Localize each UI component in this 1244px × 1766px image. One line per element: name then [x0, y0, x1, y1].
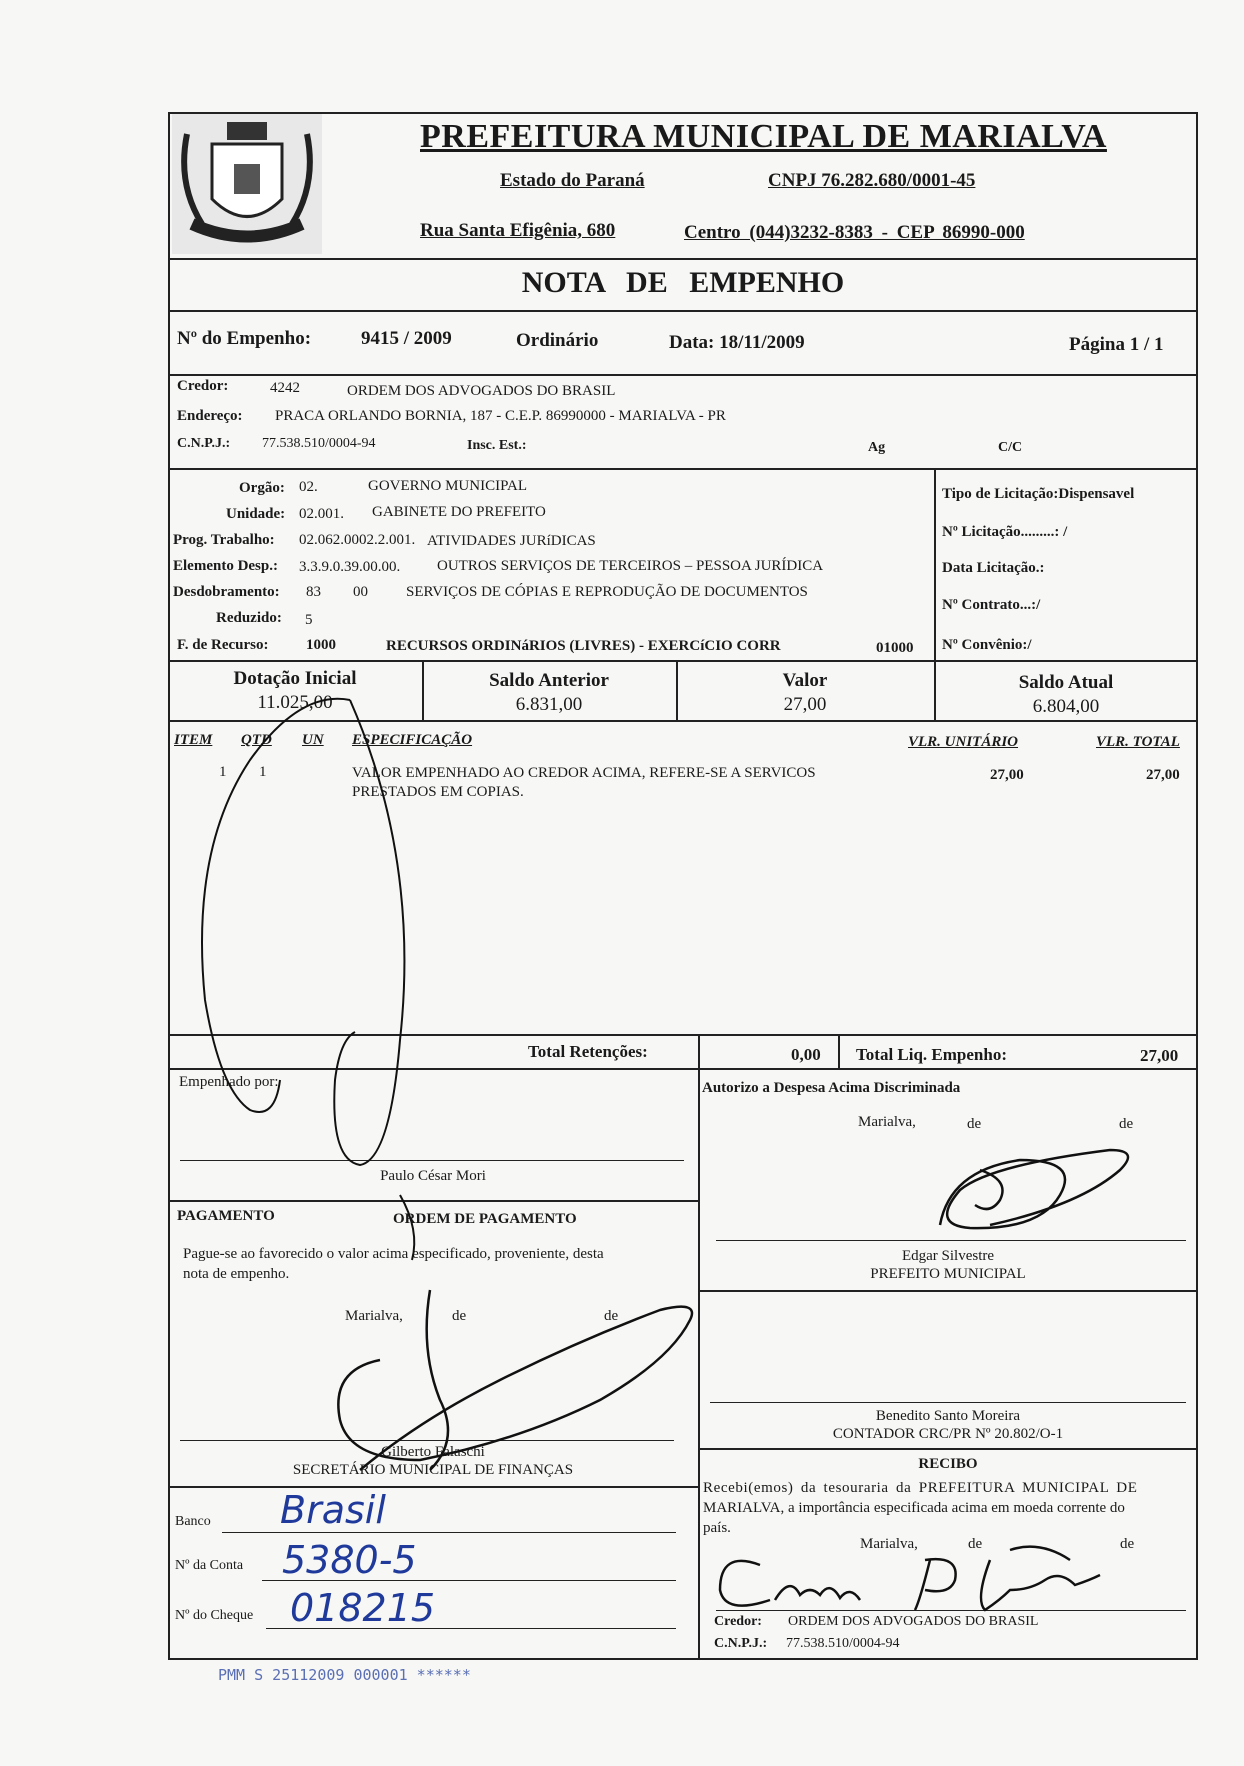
pagamento-title: ORDEM DE PAGAMENTO — [393, 1211, 577, 1227]
recibo-text-line2: MARIALVA, a importância especificada acima em moeda corrente do — [703, 1500, 1125, 1516]
recibo-cnpj: 77.538.510/0004-94 — [786, 1636, 900, 1651]
col-qtd: QTD — [241, 732, 272, 748]
dotacao-label: Dotação Inicial — [233, 668, 357, 689]
divider — [168, 310, 1198, 312]
insc-est-label: Insc. Est.: — [467, 438, 527, 453]
credor-code: 4242 — [270, 380, 300, 396]
divider — [168, 1068, 1198, 1070]
pagamento-place: Marialva, — [345, 1308, 403, 1324]
desdobramento-code: 83 — [306, 584, 321, 600]
cheque-value: 018215 — [290, 1586, 436, 1630]
pagamento-text-line2: nota de empenho. — [183, 1266, 290, 1282]
empenho-label: Nº do Empenho: — [177, 328, 312, 349]
reduzido-label: Reduzido: — [216, 610, 282, 626]
autorizo-de2: de — [1119, 1116, 1134, 1132]
processing-stamp: PMM S 25112009 000001 ****** — [218, 1666, 471, 1684]
pagamento-text-line1: Pague-se ao favorecido o valor acima especificado, proveniente, desta — [183, 1246, 604, 1262]
licitacao-tipo: Tipo de Licitação:Dispensavel — [942, 486, 1135, 502]
ag-label: Ag — [868, 440, 886, 455]
recurso-code2: 01000 — [876, 640, 914, 656]
elemento-name: OUTROS SERVIÇOS DE TERCEIROS – PESSOA JURÍDICA — [437, 558, 824, 574]
recibo-credor-name: ORDEM DOS ADVOGADOS DO BRASIL — [788, 1614, 1039, 1629]
signature-line — [716, 1610, 1186, 1611]
empenhado-label: Empenhado por: — [179, 1074, 279, 1090]
pagamento-label: PAGAMENTO — [177, 1208, 275, 1224]
credor-name: ORDEM DOS ADVOGADOS DO BRASIL — [347, 383, 616, 399]
elemento-code: 3.3.9.0.39.00.00. — [299, 559, 401, 575]
banco-line — [222, 1532, 676, 1533]
recurso-name: RECURSOS ORDINáRIOS (LIVRES) - EXERCíCIO CORR — [386, 638, 781, 654]
signature-line — [710, 1402, 1186, 1403]
autorizo-place: Marialva, — [858, 1114, 916, 1130]
row-vlr-unitario: 27,00 — [990, 767, 1024, 783]
endereco-value: PRACA ORLANDO BORNIA, 187 - C.E.P. 86990000 - MARIALVA - PR — [275, 408, 726, 424]
col-un: UN — [302, 732, 324, 748]
elemento-label: Elemento Desp.: — [173, 558, 278, 574]
recibo-de2: de — [1120, 1536, 1135, 1552]
recibo-title: RECIBO — [918, 1456, 978, 1472]
licitacao-numero: Nº Licitação.........: / — [942, 524, 1068, 540]
row-vlr-total: 27,00 — [1146, 767, 1180, 783]
prog-trabalho-name: ATIVIDADES JURíDICAS — [427, 533, 596, 549]
licitacao-data: Data Licitação.: — [942, 560, 1045, 576]
divider — [934, 468, 936, 660]
saldo-anterior-value: 6.831,00 — [515, 694, 583, 715]
empenho-number: 9415 / 2009 — [361, 328, 452, 349]
saldo-anterior-label: Saldo Anterior — [489, 670, 609, 691]
recibo-cnpj-label: C.N.P.J.: — [714, 1636, 768, 1651]
recibo-text-line3: país. — [703, 1520, 731, 1536]
prog-trabalho-label: Prog. Trabalho: — [173, 532, 275, 548]
col-vlr-total: VLR. TOTAL — [1096, 734, 1180, 750]
divider — [168, 720, 1198, 722]
recurso-label: F. de Recurso: — [177, 637, 269, 653]
contador-signer: Benedito Santo Moreira — [875, 1408, 1021, 1424]
autorizo-signer: Edgar Silvestre — [901, 1248, 995, 1264]
pagamento-de2: de — [604, 1308, 619, 1324]
row-item: 1 — [219, 764, 227, 780]
contador-role: CONTADOR CRC/PR Nº 20.802/O-1 — [832, 1426, 1064, 1442]
signature-line — [180, 1440, 674, 1441]
divider — [168, 258, 1198, 260]
document-title: NOTA DE EMPENHO — [521, 266, 845, 299]
desdobramento-sub: 00 — [353, 584, 368, 600]
header-address: Rua Santa Efigênia, 680 — [420, 220, 616, 241]
divider — [168, 374, 1198, 376]
autorizo-title: Autorizo a Despesa Acima Discriminada — [702, 1080, 961, 1096]
credor-label: Credor: — [177, 378, 229, 394]
orgao-code: 02. — [299, 479, 318, 495]
liquido-label: Total Liq. Empenho: — [856, 1045, 1007, 1064]
divider — [168, 468, 1198, 470]
recibo-de1: de — [968, 1536, 983, 1552]
valor-value: 27,00 — [783, 694, 827, 715]
recibo-text-line1: Recebi(emos) da tesouraria da PREFEITURA MUNICIPAL DE — [703, 1480, 1138, 1496]
desdobramento-label: Desdobramento: — [173, 584, 280, 600]
divider — [698, 1290, 1198, 1292]
signature-line — [180, 1160, 684, 1161]
divider — [168, 1200, 698, 1202]
empenho-date: Data: 18/11/2009 — [669, 332, 805, 353]
orgao-name: GOVERNO MUNICIPAL — [368, 478, 528, 494]
divider — [838, 1034, 840, 1070]
retencoes-label: Total Retenções: — [528, 1042, 648, 1061]
header-cnpj: CNPJ 76.282.680/0001-45 — [768, 170, 976, 191]
autorizo-de1: de — [967, 1116, 982, 1132]
recibo-credor-label: Credor: — [714, 1614, 762, 1629]
desdobramento-name: SERVIÇOS DE CÓPIAS E REPRODUÇÃO DE DOCUMENTOS — [406, 584, 808, 600]
banco-label: Banco — [175, 1514, 211, 1529]
pagamento-de1: de — [452, 1308, 467, 1324]
cnpj-value: 77.538.510/0004-94 — [262, 436, 376, 451]
banco-value: Brasil — [280, 1488, 386, 1532]
coat-of-arms-icon — [172, 114, 322, 254]
empenho-type: Ordinário — [516, 330, 599, 351]
divider — [698, 1448, 1198, 1450]
unidade-label: Unidade: — [226, 506, 286, 522]
divider — [698, 1068, 700, 1660]
page-indicator: Página 1 / 1 — [1069, 334, 1164, 355]
dotacao-value: 11.025,00 — [257, 692, 333, 713]
col-vlr-unitario: VLR. UNITÁRIO — [908, 734, 1019, 750]
pagamento-role: SECRETÁRIO MUNICIPAL DE FINANÇAS — [292, 1462, 574, 1478]
divider — [168, 1486, 698, 1488]
reduzido-value: 5 — [305, 612, 313, 628]
saldo-atual-value: 6.804,00 — [1032, 696, 1100, 717]
col-especificacao: ESPECIFICAÇÃO — [352, 732, 473, 748]
valor-label: Valor — [782, 670, 828, 691]
conta-value: 5380-5 — [282, 1538, 417, 1582]
empenhado-signer: Paulo César Mori — [380, 1168, 486, 1184]
licitacao-convenio: Nº Convênio:/ — [942, 637, 1032, 653]
row-qtd: 1 — [259, 764, 267, 780]
cheque-label: Nº do Cheque — [175, 1608, 254, 1623]
liquido-value: 27,00 — [1140, 1046, 1179, 1065]
pagamento-signer: Gilberto Falaschi — [381, 1444, 485, 1460]
divider — [168, 1034, 1198, 1036]
row-desc-line2: PRESTADOS EM COPIAS. — [352, 784, 524, 800]
retencoes-value: 0,00 — [791, 1045, 821, 1064]
col-item: ITEM — [174, 732, 213, 748]
unidade-code: 02.001. — [299, 506, 344, 522]
endereco-label: Endereço: — [177, 408, 243, 424]
divider — [698, 1034, 700, 1070]
licitacao-contrato: Nº Contrato...:/ — [942, 597, 1041, 613]
header-title: PREFEITURA MUNICIPAL DE MARIALVA — [420, 118, 1107, 155]
autorizo-role: PREFEITO MUNICIPAL — [870, 1266, 1026, 1282]
orgao-label: Orgão: — [239, 480, 285, 496]
row-desc-line1: VALOR EMPENHADO AO CREDOR ACIMA, REFERE-SE A SERVICOS — [352, 765, 816, 781]
saldo-atual-label: Saldo Atual — [1018, 672, 1114, 693]
signature-line — [716, 1240, 1186, 1241]
recibo-place: Marialva, — [860, 1536, 918, 1552]
recurso-code: 1000 — [306, 637, 336, 653]
cnpj-label: C.N.P.J.: — [177, 436, 231, 451]
header-district-phone-cep: Centro (044)3232-8383 - CEP 86990-000 — [684, 222, 1025, 243]
unidade-name: GABINETE DO PREFEITO — [372, 504, 546, 520]
header-state: Estado do Paraná — [500, 170, 645, 191]
prog-trabalho-code: 02.062.0002.2.001. — [299, 532, 416, 548]
divider — [168, 660, 1198, 662]
cc-label: C/C — [998, 440, 1023, 455]
conta-label: Nº da Conta — [175, 1558, 244, 1573]
